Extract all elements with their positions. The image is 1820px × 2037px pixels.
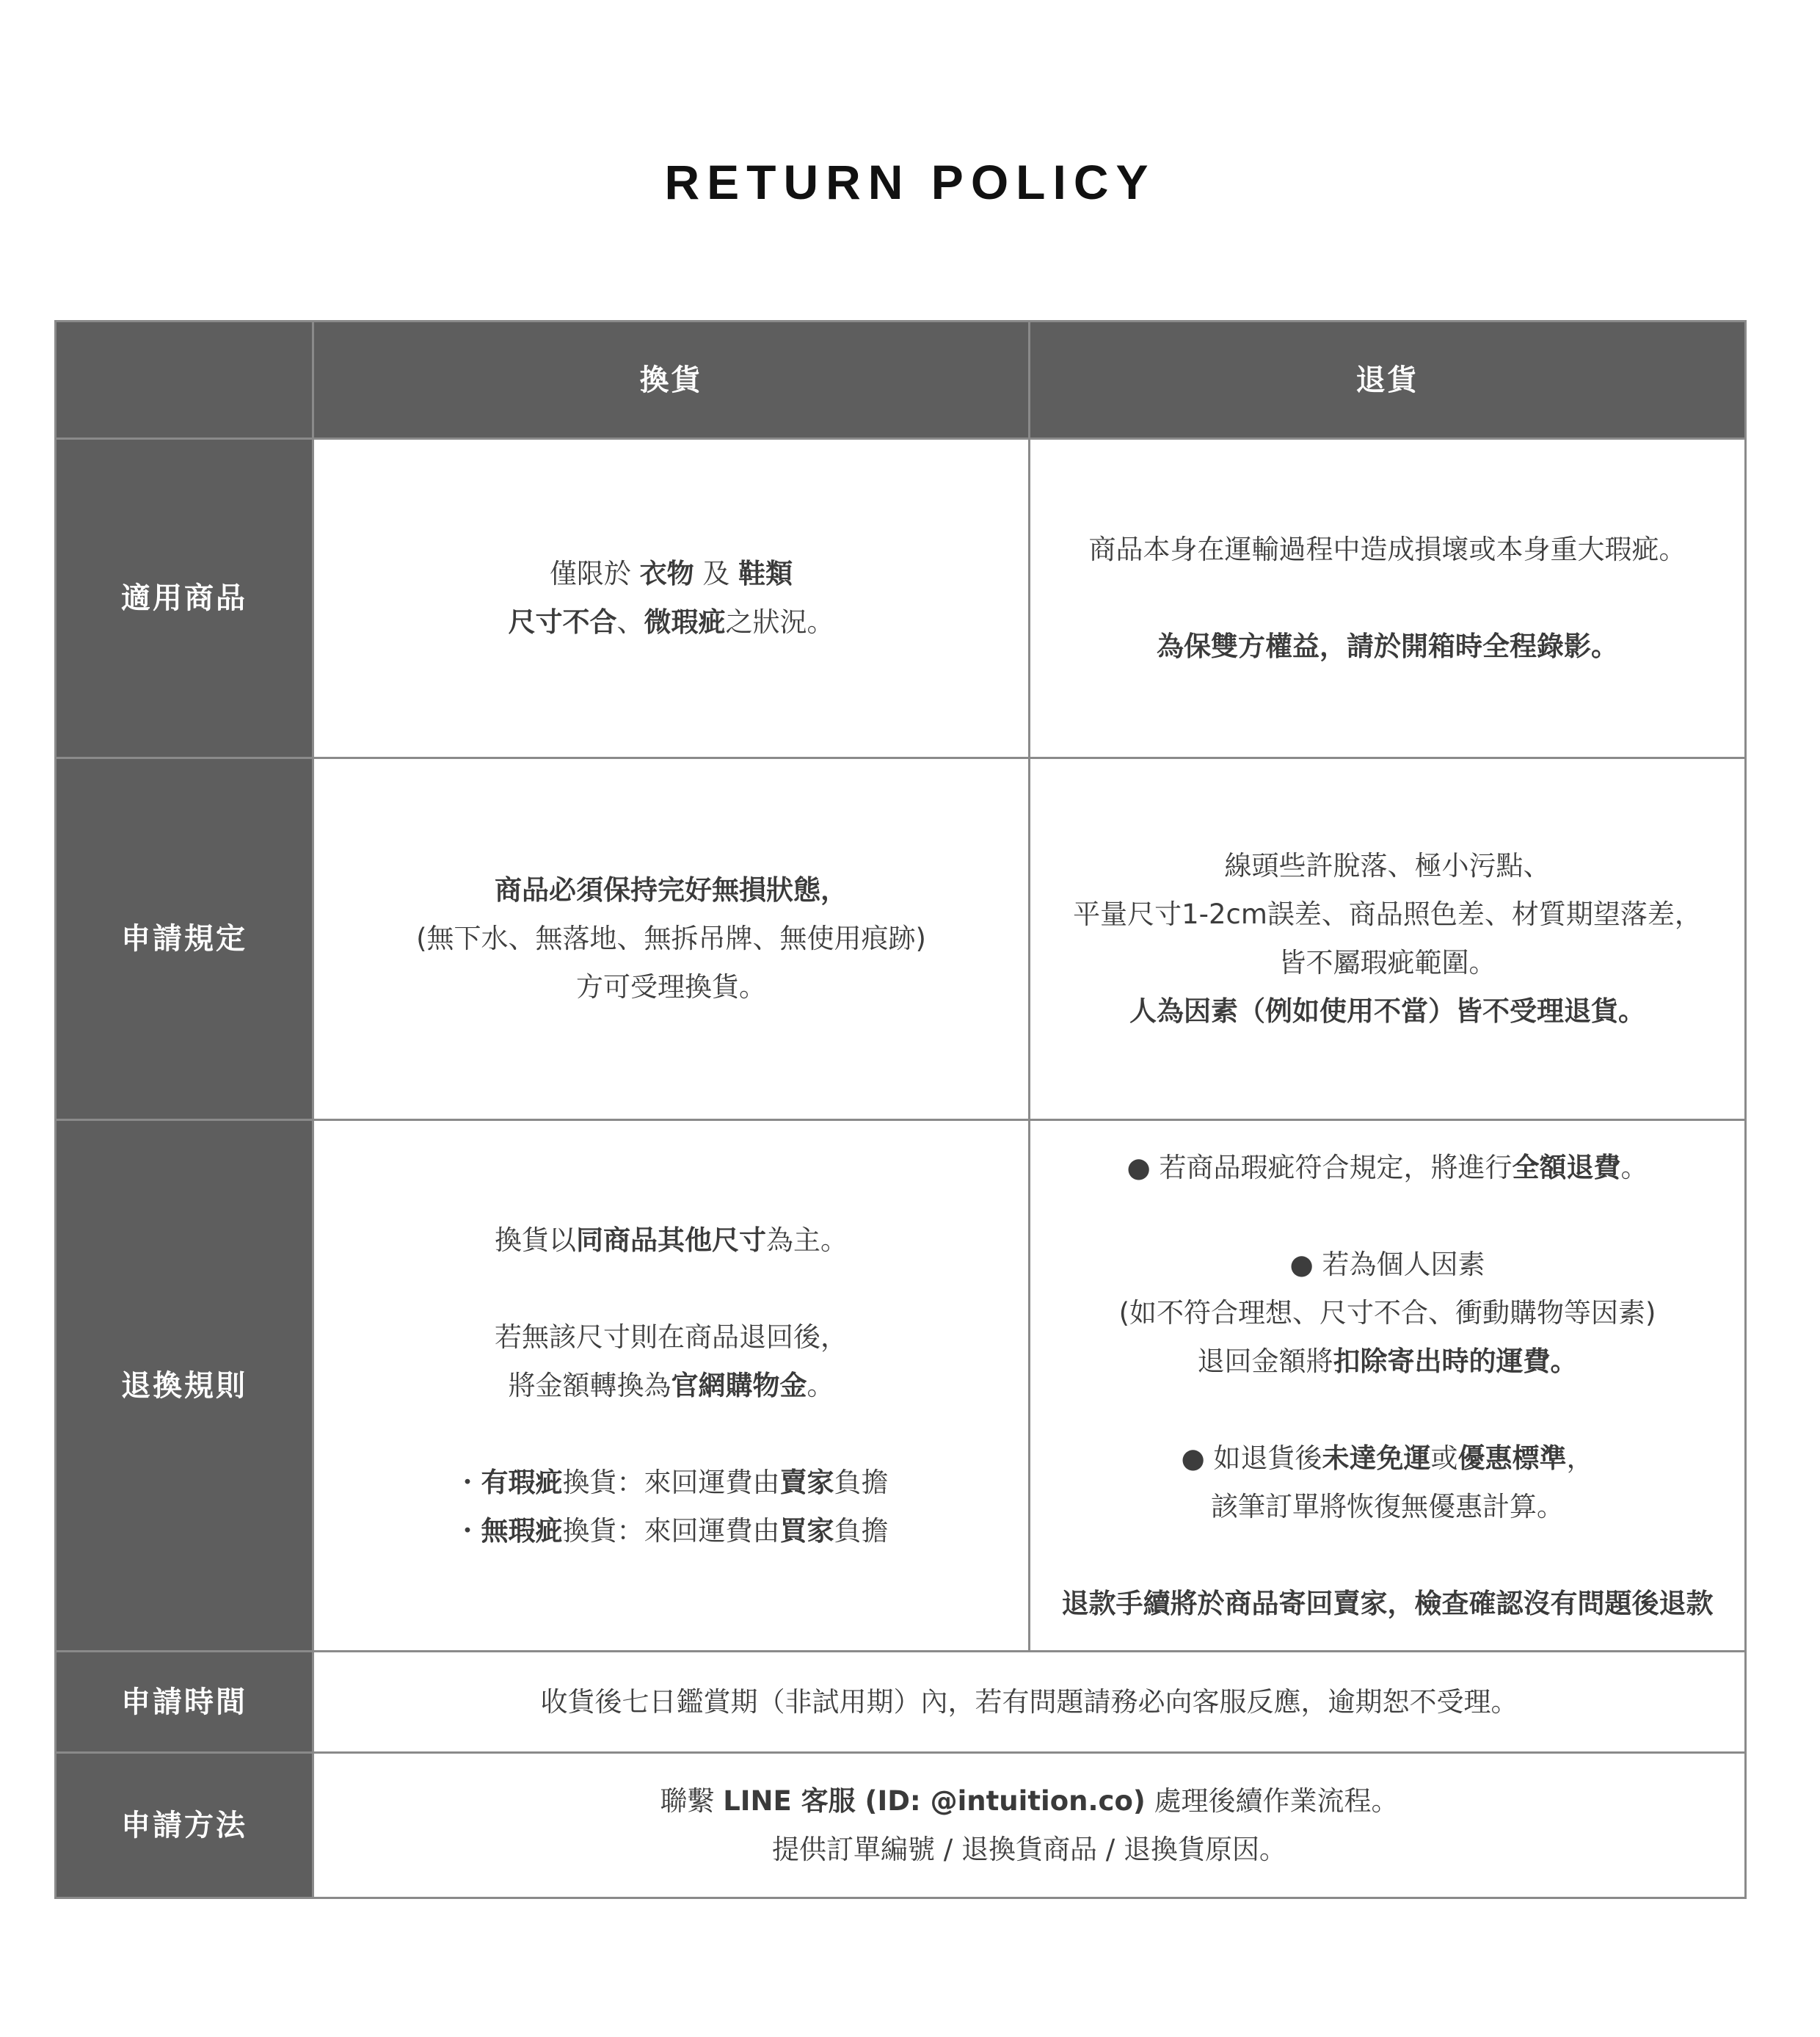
text-span: 僅限於	[549, 558, 640, 589]
return-policy-table	[54, 320, 1747, 1899]
row-label-method: 申請方法	[56, 1753, 313, 1898]
rules-return-line-1: 線頭些許脫落、極小污點、	[1224, 850, 1551, 882]
text-span: ● 若商品瑕疵符合規定，將進行	[1126, 1151, 1513, 1183]
applicable-return-line-1: 商品本身在運輸過程中造成損壞或本身重大瑕疵。	[1088, 534, 1686, 565]
text-bold: 有瑕疵	[481, 1466, 563, 1498]
text-span: ・	[454, 1466, 481, 1498]
cell-rules-exchange	[313, 758, 1030, 1120]
text-span: 負擔	[834, 1466, 889, 1498]
policy-return-line-4	[1045, 1337, 1730, 1386]
policy-return-line-7	[1045, 1580, 1730, 1628]
text-span: ● 如退貨後	[1181, 1442, 1322, 1474]
text-bold: 賣家	[779, 1466, 834, 1498]
text-bold: 微瑕疵	[644, 606, 726, 638]
text-span: 。	[807, 1369, 834, 1401]
text-span: ，	[1566, 1442, 1594, 1474]
table-header-row	[56, 322, 1746, 439]
cell-time	[313, 1652, 1746, 1753]
cell-applicable-return	[1030, 439, 1746, 758]
text-bold: 優惠標準	[1457, 1442, 1567, 1474]
table-row-rules	[56, 758, 1746, 1120]
policy-return-line-6: 該筆訂單將恢復無優惠計算。	[1211, 1490, 1564, 1522]
text-span: 將金額轉換為	[508, 1369, 671, 1401]
text-bold: 未達免運	[1322, 1442, 1431, 1474]
text-span: 退回金額將	[1197, 1345, 1333, 1377]
spacer	[1045, 1192, 1730, 1241]
text-bold: 同商品其他尺寸	[576, 1224, 766, 1256]
table-row-applicable	[56, 439, 1746, 758]
applicable-return-line-2	[1045, 622, 1730, 671]
text-span: 、	[616, 606, 644, 638]
applicable-exchange-line-1	[329, 550, 1013, 598]
header-exchange: 換貨	[313, 322, 1030, 439]
row-label-rules: 申請規定	[56, 758, 313, 1120]
policy-exchange-line-3	[329, 1362, 1013, 1410]
policy-exchange-line-4	[329, 1459, 1013, 1507]
cell-method	[313, 1753, 1746, 1898]
text-bold: 衣物	[639, 558, 694, 589]
policy-return-line-2: ● 若為個人因素	[1289, 1248, 1485, 1280]
rules-return-line-4	[1045, 987, 1730, 1036]
spacer	[1045, 1386, 1730, 1434]
spacer	[329, 1410, 1013, 1459]
text-bold: 鞋類	[738, 558, 793, 589]
policy-exchange-line-5	[329, 1507, 1013, 1555]
table-row-policy	[56, 1120, 1746, 1652]
text-span: 處理後續作業流程。	[1145, 1784, 1399, 1817]
text-bold: 官網購物金	[671, 1369, 807, 1401]
text-bold: 全額退費	[1512, 1151, 1621, 1183]
text-span: 換貨：來回運費由	[562, 1514, 780, 1547]
row-label-time: 申請時間	[56, 1652, 313, 1753]
cell-rules-return	[1030, 758, 1746, 1120]
text-bold: 退款手續將於商品寄回賣家，檢查確認沒有問題後退款	[1061, 1587, 1714, 1619]
text-span: 為主。	[766, 1224, 848, 1256]
table-row-method	[56, 1753, 1746, 1898]
policy-return-line-1	[1045, 1144, 1730, 1192]
text-span: 。	[1620, 1151, 1648, 1183]
policy-return-line-5	[1045, 1434, 1730, 1483]
header-return: 退貨	[1030, 322, 1746, 439]
applicable-exchange-line-2	[329, 598, 1013, 647]
text-span: 及	[694, 558, 739, 589]
text-bold: 為保雙方權益，請於開箱時全程錄影。	[1157, 631, 1618, 662]
text-bold: 買家	[779, 1514, 834, 1547]
cell-policy-return	[1030, 1120, 1746, 1652]
policy-exchange-line-2: 若無該尺寸則在商品退回後，	[495, 1321, 848, 1353]
policy-return-line-3: (如不符合理想、尺寸不合、衝動購物等因素)	[1118, 1296, 1656, 1329]
text-span: 負擔	[834, 1514, 889, 1547]
text-span: ・	[454, 1514, 481, 1547]
text-bold: 無瑕疵	[481, 1514, 563, 1547]
text-span: 聯繫	[660, 1784, 724, 1817]
rules-return-line-3: 皆不屬瑕疵範圍。	[1278, 947, 1496, 978]
rules-return-line-2: 平量尺寸1-2cm誤差、商品照色差、材質期望落差，	[1073, 898, 1702, 930]
line-contact-id: LINE 客服 (ID: @intuition.co)	[723, 1784, 1146, 1817]
text-bold: 人為因素（例如使用不當）皆不受理退貨。	[1129, 995, 1645, 1027]
header-corner-cell	[56, 322, 313, 439]
method-line-1	[329, 1777, 1730, 1826]
spacer	[329, 1265, 1013, 1313]
spacer	[1045, 574, 1730, 622]
rules-exchange-line-1	[329, 866, 1013, 915]
row-label-applicable: 適用商品	[56, 439, 313, 758]
row-label-policy: 退換規則	[56, 1120, 313, 1652]
table-row-time	[56, 1652, 1746, 1753]
policy-exchange-line-1	[329, 1216, 1013, 1265]
method-line-2: 提供訂單編號 / 退換貨商品 / 退換貨原因。	[772, 1833, 1286, 1865]
text-span: 之狀況。	[725, 606, 834, 638]
text-bold: 扣除寄出時的運費。	[1333, 1345, 1578, 1377]
text-span: 或	[1430, 1442, 1458, 1474]
time-line: 收貨後七日鑑賞期（非試用期）內，若有問題請務必向客服反應，逾期恕不受理。	[540, 1685, 1518, 1718]
spacer	[1045, 1531, 1730, 1580]
rules-exchange-line-2: (無下水、無落地、無拆吊牌、無使用痕跡)	[416, 923, 926, 954]
text-bold: 商品必須保持完好無損狀態，	[495, 874, 848, 906]
text-span: 換貨以	[495, 1224, 576, 1256]
text-bold: 尺寸不合	[508, 606, 617, 638]
cell-policy-exchange	[313, 1120, 1030, 1652]
cell-applicable-exchange	[313, 439, 1030, 758]
text-span: 換貨：來回運費由	[562, 1466, 780, 1498]
rules-exchange-line-3: 方可受理換貨。	[576, 971, 766, 1003]
page-title: RETURN POLICY	[664, 155, 1156, 209]
